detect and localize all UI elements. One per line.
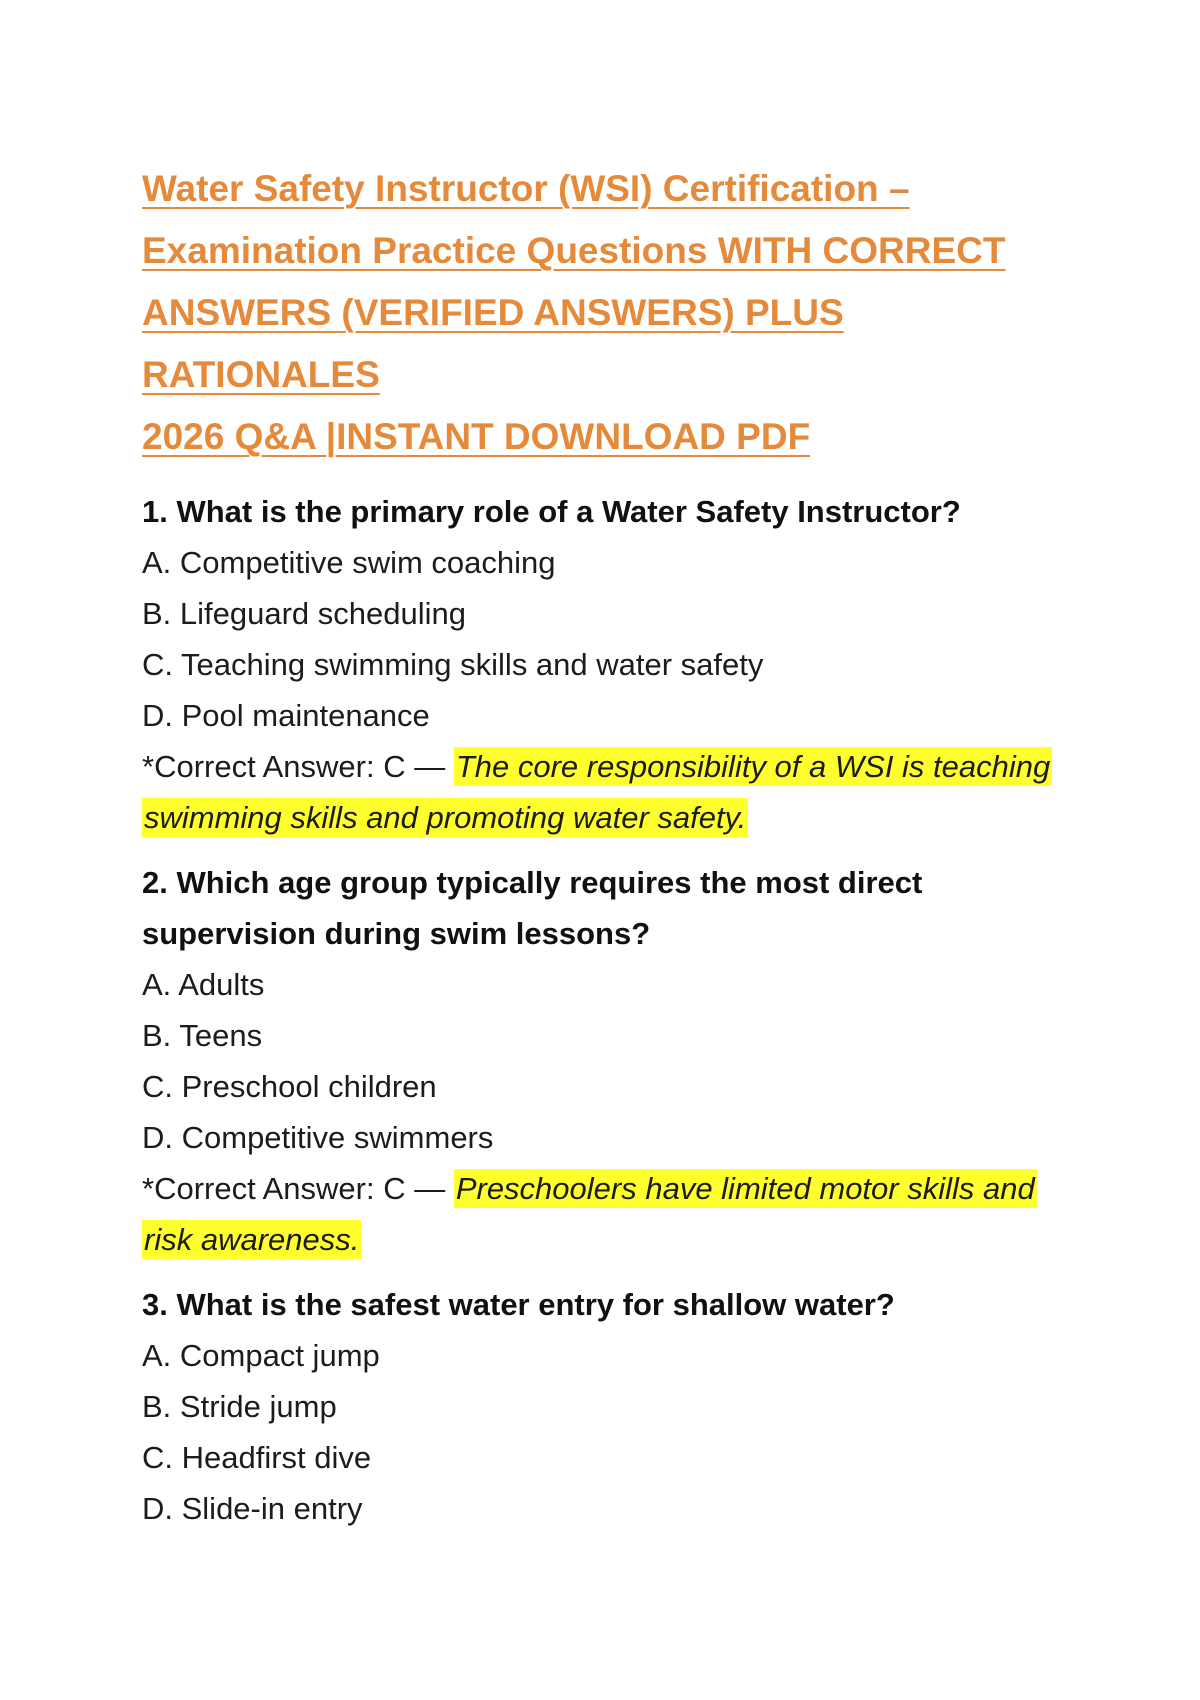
question-1-option-b: B. Lifeguard scheduling bbox=[142, 596, 467, 631]
question-1-option-a: A. Competitive swim coaching bbox=[142, 545, 556, 580]
question-3-option-a: A. Compact jump bbox=[142, 1338, 380, 1373]
question-list bbox=[142, 486, 1062, 1548]
question-2-text: 2. Which age group typically requires the most direct supervision during swim lessons? bbox=[142, 865, 923, 951]
question-2-rationale: Preschoolers have limited motor skills and risk awareness. bbox=[144, 1171, 1035, 1257]
question-3 bbox=[142, 1279, 1062, 1534]
question-2 bbox=[142, 857, 1062, 1265]
title-line-1: Water Safety Instructor (WSI) Certification – bbox=[142, 168, 910, 209]
question-1-text: 1. What is the primary role of a Water Safety Instructor? bbox=[142, 494, 961, 529]
document-title bbox=[142, 158, 1082, 468]
question-3-option-c: C. Headfirst dive bbox=[142, 1440, 372, 1475]
question-1 bbox=[142, 486, 1062, 843]
question-3-option-d: D. Slide-in entry bbox=[142, 1491, 363, 1526]
title-line-3: ANSWERS (VERIFIED ANSWERS) PLUS RATIONALES bbox=[142, 292, 844, 395]
question-2-answer-prefix: *Correct Answer: C — bbox=[142, 1171, 454, 1206]
title-line-2: Examination Practice Questions WITH CORRECT bbox=[142, 230, 1006, 271]
question-2-option-c: C. Preschool children bbox=[142, 1069, 437, 1104]
question-1-option-d: D. Pool maintenance bbox=[142, 698, 430, 733]
question-1-answer-prefix: *Correct Answer: C — bbox=[142, 749, 454, 784]
question-2-option-b: B. Teens bbox=[142, 1018, 263, 1053]
question-1-answer bbox=[142, 741, 1062, 843]
question-3-option-b: B. Stride jump bbox=[142, 1389, 337, 1424]
title-line-4: 2026 Q&A |INSTANT DOWNLOAD PDF bbox=[142, 416, 811, 457]
question-2-option-a: A. Adults bbox=[142, 967, 265, 1002]
question-2-option-d: D. Competitive swimmers bbox=[142, 1120, 494, 1155]
question-3-text: 3. What is the safest water entry for shallow water? bbox=[142, 1287, 895, 1322]
question-1-rationale: The core responsibility of a WSI is teaching swimming skills and promoting water safety. bbox=[144, 749, 1051, 835]
question-1-option-c: C. Teaching swimming skills and water safety bbox=[142, 647, 764, 682]
question-2-answer bbox=[142, 1163, 1062, 1265]
